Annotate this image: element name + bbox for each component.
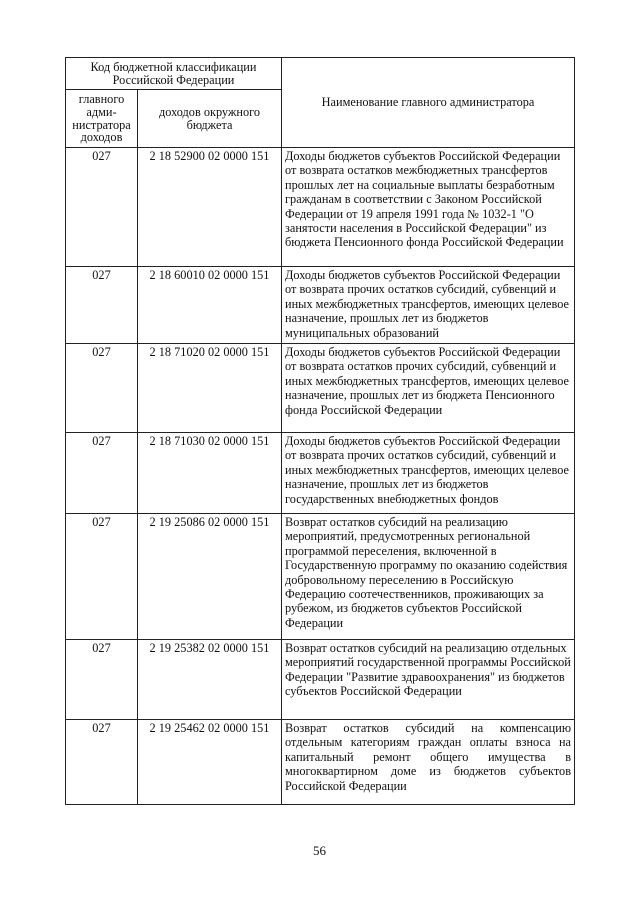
income-code-cell: 2 18 71020 02 0000 151 (138, 344, 282, 433)
income-code-cell: 2 18 52900 02 0000 151 (138, 148, 282, 267)
page-number: 56 (313, 843, 326, 858)
income-code-cell: 2 19 25382 02 0000 151 (138, 640, 282, 720)
admin-code-cell: 027 (66, 433, 138, 514)
admin-code-cell: 027 (66, 267, 138, 344)
admin-name-cell: Доходы бюджетов субъектов Российской Федерации от возврата остатков прочих субсидий, субвенций и иных межбюджетных трансфертов, имеющих целевое назначение, прошлых лет из бюджета Пенсионного фонда Российской Федерации (282, 344, 575, 433)
table-header-row (66, 58, 575, 90)
table-row (66, 148, 575, 267)
header-group-title: Код бюджетной классификации Российской Федерации (66, 58, 282, 90)
admin-code-cell: 027 (66, 148, 138, 267)
income-code-cell: 2 19 25462 02 0000 151 (138, 720, 282, 805)
admin-code-cell: 027 (66, 640, 138, 720)
header-main-admin: главного адми-нистратора доходов (66, 90, 138, 148)
header-admin-name: Наименование главного администратора (282, 58, 575, 148)
admin-code-cell: 027 (66, 720, 138, 805)
header-district-income: доходов окружного бюджета (138, 90, 282, 148)
admin-code-cell: 027 (66, 344, 138, 433)
admin-name-cell: Возврат остатков субсидий на реализацию отдельных мероприятий государственной программы Российской Федерации "Развитие здравоохранения" из бюджетов субъектов Российской Федерации (282, 640, 575, 720)
table-row (66, 267, 575, 344)
budget-classification-table (65, 57, 575, 805)
table-row (66, 433, 575, 514)
admin-code-cell: 027 (66, 514, 138, 640)
table-row (66, 640, 575, 720)
income-code-cell: 2 18 71030 02 0000 151 (138, 433, 282, 514)
table-row (66, 514, 575, 640)
table-row (66, 344, 575, 433)
income-code-cell: 2 19 25086 02 0000 151 (138, 514, 282, 640)
admin-name-cell: Доходы бюджетов субъектов Российской Федерации от возврата прочих остатков субсидий, субвенций и иных межбюджетных трансфертов, имеющих целевое назначение, прошлых лет из бюджетов государственных внебюджетных фондов (282, 433, 575, 514)
admin-name-cell: Доходы бюджетов субъектов Российской Федерации от возврата остатков межбюджетных трансфертов прошлых лет на социальные выплаты безработным гражданам в соответствии с Законом Российской Федерации от 19 апреля 1991 года № 1032-1 "О занятости населения в Российской Федерации" из бюджета Пенсионного фонда Российской Федерации (282, 148, 575, 267)
admin-name-cell: Возврат остатков субсидий на компенсацию отдельным категориям граждан оплаты взноса на капитальный ремонт общего имущества в многоквартирном доме из бюджетов субъектов Российской Федерации (282, 720, 575, 805)
income-code-cell: 2 18 60010 02 0000 151 (138, 267, 282, 344)
table-row (66, 720, 575, 805)
admin-name-cell: Возврат остатков субсидий на реализацию мероприятий, предусмотренных региональной программой переселения, включенной в Государственную программу по оказанию содействия добровольному переселению в Российскую Федерацию соотечественников, проживающих за рубежом, из бюджетов субъектов Российской Федерации (282, 514, 575, 640)
admin-name-cell: Доходы бюджетов субъектов Российской Федерации от возврата прочих остатков субсидий, субвенций и иных межбюджетных трансфертов, имеющих целевое назначение, прошлых лет из бюджетов муниципальных образований (282, 267, 575, 344)
